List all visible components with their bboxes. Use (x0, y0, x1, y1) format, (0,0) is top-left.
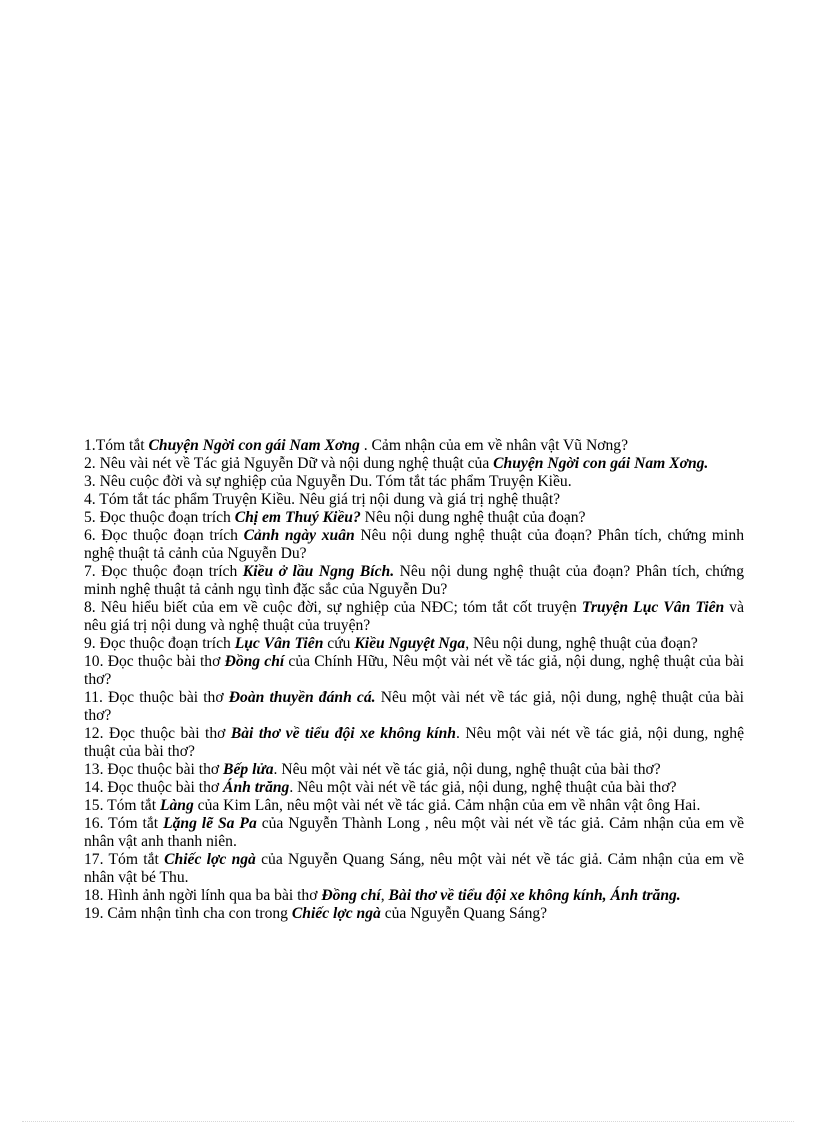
question-item: 12. Đọc thuộc bài thơ Bài thơ về tiểu đội xe không kính. Nêu một vài nét về tác giả, nội dung, nghệ thuật của bài thơ? (84, 725, 744, 760)
question-item: 7. Đọc thuộc đoạn trích Kiều ở lầu Ngng Bích. Nêu nội dung nghệ thuật của đoạn? Phân tích, chứng minh nghệ thuật tả cảnh ngụ tình đặc sắc của Nguyễn Du? (84, 563, 744, 598)
question-item: 8. Nêu hiểu biết của em về cuộc đời, sự nghiệp của NĐC; tóm tắt cốt truyện Truyện Lục Vân Tiên và nêu giá trị nội dung và nghệ thuật của truyện? (84, 599, 744, 634)
question-item: 3. Nêu cuộc đời và sự nghiệp của Nguyễn Du. Tóm tắt tác phẩm Truyện Kiều. (84, 473, 572, 490)
question-item: 5. Đọc thuộc đoạn trích Chị em Thuý Kiều? Nêu nội dung nghệ thuật của đoạn? (84, 509, 586, 526)
question-list (84, 437, 744, 923)
question-item: 1.Tóm tắt Chuyện Ngời con gái Nam Xơng . Cảm nhận của em về nhân vật Vũ Nơng? (84, 437, 629, 454)
question-item: 14. Đọc thuộc bài thơ Ánh trăng. Nêu một vài nét về tác giả, nội dung, nghệ thuật của bài thơ? (84, 779, 677, 796)
question-item: 4. Tóm tắt tác phẩm Truyện Kiều. Nêu giá trị nội dung và giá trị nghệ thuật? (84, 491, 561, 508)
question-item: 11. Đọc thuộc bài thơ Đoàn thuyền đánh cá. Nêu một vài nét về tác giả, nội dung, nghệ thuật của bài thơ? (84, 689, 744, 724)
question-item: 13. Đọc thuộc bài thơ Bếp lửa. Nêu một vài nét về tác giả, nội dung, nghệ thuật của bài thơ? (84, 761, 661, 778)
question-item: 9. Đọc thuộc đoạn trích Lục Vân Tiên cứu Kiều Nguyệt Nga, Nêu nội dung, nghệ thuật của đoạn? (84, 635, 698, 652)
question-item: 17. Tóm tắt Chiếc lợc ngà của Nguyễn Quang Sáng, nêu một vài nét về tác giả. Cảm nhận của em về nhân vật bé Thu. (84, 851, 745, 886)
question-item: 19. Cảm nhận tình cha con trong Chiếc lợc ngà của Nguyễn Quang Sáng? (84, 905, 548, 922)
question-item: 16. Tóm tắt Lặng lẽ Sa Pa của Nguyễn Thành Long , nêu một vài nét về tác giả. Cảm nhận của em về nhân vật anh thanh niên. (84, 815, 744, 850)
question-item: 18. Hình ảnh ngời lính qua ba bài thơ Đồng chí, Bài thơ về tiểu đội xe không kính, Ánh trăng. (84, 887, 681, 904)
question-item: 15. Tóm tắt Làng của Kim Lân, nêu một vài nét về tác giả. Cảm nhận của em về nhân vật ông Hai. (84, 797, 701, 814)
question-item: 6. Đọc thuộc đoạn trích Cảnh ngày xuân Nêu nội dung nghệ thuật của đoạn? Phân tích, chứng minh nghệ thuật tả cảnh của Nguyễn Du? (84, 527, 744, 562)
question-item: 2. Nêu vài nét về Tác giả Nguyễn Dữ và nội dung nghệ thuật của Chuyện Ngời con gái Nam Xơng. (84, 455, 709, 472)
page-bottom-divider (22, 1121, 794, 1122)
question-item: 10. Đọc thuộc bài thơ Đồng chí của Chính Hữu, Nêu một vài nét về tác giả, nội dung, nghệ thuật của bài thơ? (84, 653, 744, 688)
